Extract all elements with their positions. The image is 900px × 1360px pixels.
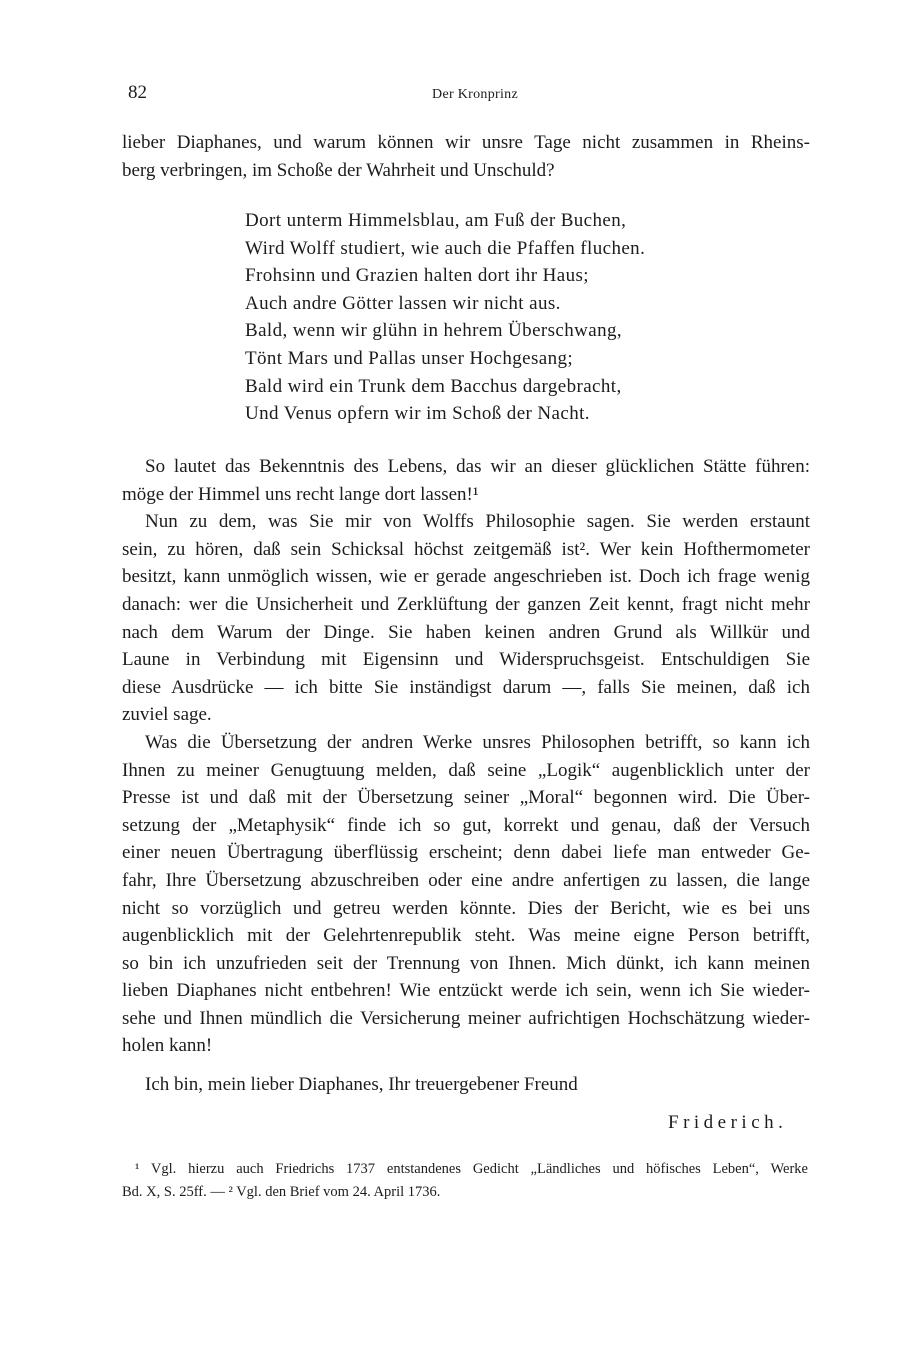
paragraph-line: Was die Übersetzung der andren Werke unsres Philosophen betrifft, so kann ich bbox=[145, 731, 810, 753]
letter-body bbox=[122, 453, 810, 1060]
paragraph-line: sehe und Ihnen mündlich die Versicherung meiner aufrichtigen Hochschätzung wieder- bbox=[122, 1007, 810, 1029]
paragraph-line: nach dem Warum der Dinge. Sie haben keinen andren Grund als Willkür und bbox=[122, 621, 810, 643]
paragraph-line: nicht so vorzüglich und getreu werden könnte. Dies der Bericht, wie es bei uns bbox=[122, 897, 810, 919]
paragraph-line: So lautet das Bekenntnis des Lebens, das wir an dieser glücklichen Stätte führen: bbox=[145, 456, 810, 477]
paragraph-line: zuviel sage. bbox=[122, 704, 212, 726]
poem-line: Auch andre Götter lassen wir nicht aus. bbox=[245, 292, 561, 314]
letter-paragraph bbox=[122, 729, 810, 1060]
paragraph-line: Laune in Verbindung mit Eigensinn und Widerspruchsgeist. Entschuldigen Sie bbox=[122, 649, 810, 671]
closing-line: Ich bin, mein lieber Diaphanes, Ihr treuergebener Freund bbox=[145, 1074, 578, 1095]
poem-line: Wird Wolff studiert, wie auch die Pfaffen fluchen. bbox=[245, 237, 646, 259]
paragraph-line: so bin ich unzufrieden seit der Trennung von Ihnen. Mich dünkt, ich kann meinen bbox=[122, 952, 810, 974]
paragraph-line: besitzt, kann unmöglich wissen, wie er gerade angeschrieben ist. Doch ich frage wenig bbox=[122, 566, 810, 588]
paragraph-line: berg verbringen, im Schoße der Wahrheit und Unschuld? bbox=[122, 159, 555, 181]
letter-paragraph bbox=[122, 453, 810, 508]
paragraph-line: holen kann! bbox=[122, 1035, 213, 1057]
paragraph-line: diese Ausdrücke — ich bitte Sie inständigst darum —, falls Sie meinen, daß ich bbox=[122, 676, 810, 698]
paragraph-line: möge der Himmel uns recht lange dort lassen!¹ bbox=[122, 483, 479, 505]
paragraph-line: einer neuen Übertragung überflüssig erscheint; denn dabei liefe man entweder Ge- bbox=[122, 842, 810, 864]
paragraph-line: sein, zu hören, daß sein Schicksal höchst zeitgemäß ist². Wer kein Hofthermometer bbox=[122, 538, 810, 560]
paragraph-line: fahr, Ihre Übersetzung abzuschreiben oder eine andre anfertigen zu lassen, die lange bbox=[122, 869, 810, 891]
opening-paragraph bbox=[122, 129, 810, 184]
paragraph-line: Nun zu dem, was Sie mir von Wolffs Philosophie sagen. Sie werden erstaunt bbox=[145, 511, 810, 533]
running-head: Der Kronprinz bbox=[432, 87, 518, 102]
paragraph-line: setzung der „Metaphysik“ finde ich so gut, korrekt und genau, daß der Versuch bbox=[122, 814, 810, 836]
paragraph-line: lieber Diaphanes, und warum können wir unsre Tage nicht zusammen in Rheins- bbox=[122, 132, 810, 153]
poem-line: Bald, wenn wir glühn in hehrem Überschwang, bbox=[245, 320, 623, 342]
poem bbox=[245, 207, 805, 428]
poem-line: Tönt Mars und Pallas unser Hochgesang; bbox=[245, 347, 574, 369]
letter-paragraph bbox=[122, 508, 810, 729]
footnote-line: Bd. X, S. 25ff. — ² Vgl. den Brief vom 24. April 1736. bbox=[122, 1184, 441, 1200]
poem-line: Bald wird ein Trunk dem Bacchus dargebracht, bbox=[245, 375, 622, 397]
signature: Friderich. bbox=[668, 1112, 788, 1133]
paragraph-line: Presse ist und daß mit der Übersetzung seiner „Moral“ begonnen wird. Die Über- bbox=[122, 787, 810, 809]
paragraph-line: lieben Diaphanes nicht entbehren! Wie entzückt werde ich sein, wenn ich Sie wieder- bbox=[122, 980, 810, 1002]
poem-line: Und Venus opfern wir im Schoß der Nacht. bbox=[245, 403, 590, 425]
poem-line: Dort unterm Himmelsblau, am Fuß der Buchen, bbox=[245, 210, 627, 231]
footnote-line: ¹ Vgl. hierzu auch Friedrichs 1737 entstandenes Gedicht „Ländliches und höfisches Leben“, Werke bbox=[135, 1161, 808, 1177]
paragraph-line: Ihnen zu meiner Genugtuung melden, daß seine „Logik“ augenblicklich unter der bbox=[122, 759, 810, 781]
paragraph-line: augenblicklich mit der Gelehrtenrepublik steht. Was meine eigne Person betrifft, bbox=[122, 925, 810, 947]
page-number: 82 bbox=[128, 82, 147, 103]
poem-line: Frohsinn und Grazien halten dort ihr Haus; bbox=[245, 265, 589, 287]
footnotes bbox=[122, 1158, 808, 1204]
paragraph-line: danach: wer die Unsicherheit und Zerklüftung der ganzen Zeit kennt, fragt nicht mehr bbox=[122, 593, 810, 615]
